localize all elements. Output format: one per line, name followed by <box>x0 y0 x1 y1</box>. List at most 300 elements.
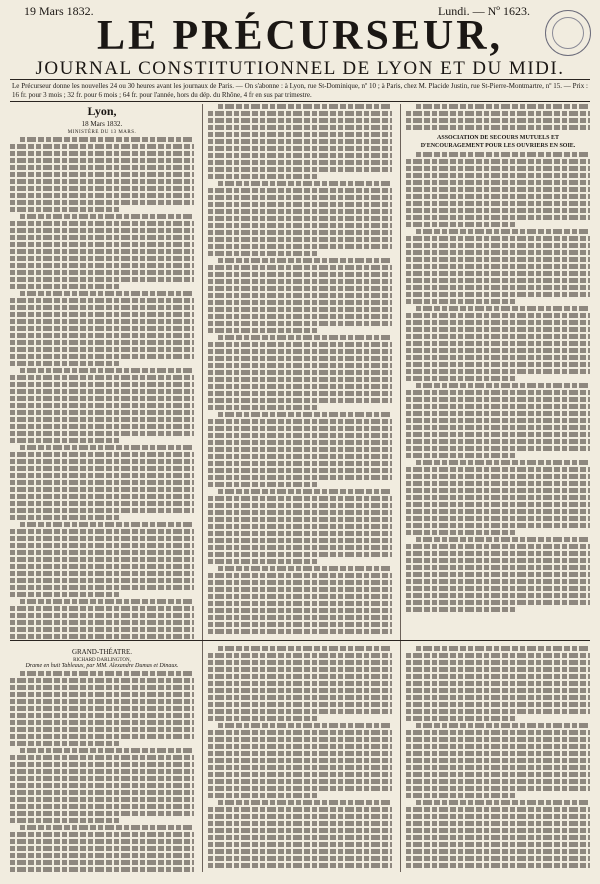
text-line <box>406 807 590 812</box>
text-line <box>406 730 590 735</box>
text-line <box>10 305 194 310</box>
top-rule <box>10 79 590 80</box>
text-line <box>10 515 120 520</box>
text-line <box>218 800 392 805</box>
text-line <box>10 487 194 492</box>
feuilleton-author: RICHARD DARLINGTON, <box>73 658 131 663</box>
text-line <box>10 375 194 380</box>
text-line <box>208 580 392 585</box>
text-line <box>208 552 392 557</box>
text-line <box>406 530 516 535</box>
text-line <box>10 529 194 534</box>
text-line <box>10 410 194 415</box>
text-line <box>20 368 194 373</box>
text-line <box>10 699 194 704</box>
text-line <box>10 403 194 408</box>
text-line <box>406 208 590 213</box>
text-line <box>208 482 318 487</box>
text-line <box>406 397 590 402</box>
text-line <box>406 327 590 332</box>
feuilleton-column-3 <box>406 646 590 870</box>
text-line <box>10 466 194 471</box>
text-line <box>10 627 194 632</box>
text-line <box>406 432 590 437</box>
text-line <box>10 811 194 816</box>
subscription-info: Le Précurseur donne les nouvelles 24 ou 30 heures avant les journaux de Paris. — On s'abonne : à Lyon, rue St-Dominique, nº 10 ; à Paris, chez M. Placide Justin, rue St-Pierre-Montmartre, nº 15. — Prix : 16 fr. pour 3 mois ; 32 fr. pour 6 mois ; 64 fr. pour l'année, hors du dép. du Rhône, 4 fr en sus par trimestre. <box>12 82 588 99</box>
text-line <box>406 856 590 861</box>
masthead-title: LE PRÉCURSEUR, <box>96 13 504 59</box>
text-line <box>406 828 590 833</box>
text-line <box>208 510 392 515</box>
text-line <box>10 172 194 177</box>
text-line <box>218 181 392 186</box>
text-line <box>406 607 516 612</box>
text-line <box>406 744 590 749</box>
text-line <box>406 341 590 346</box>
text-line <box>406 313 590 318</box>
text-line <box>10 452 194 457</box>
text-line <box>10 312 194 317</box>
text-line <box>208 765 392 770</box>
text-line <box>10 270 194 275</box>
text-line <box>208 244 392 249</box>
text-line <box>406 737 590 742</box>
text-line <box>208 709 392 714</box>
text-line <box>406 709 590 714</box>
text-line <box>10 620 194 625</box>
text-line <box>208 405 318 410</box>
text-line <box>406 348 590 353</box>
text-line <box>406 271 590 276</box>
text-line <box>406 765 590 770</box>
text-line <box>406 579 590 584</box>
text-line <box>406 509 590 514</box>
text-line <box>416 460 590 465</box>
text-line <box>208 674 392 679</box>
text-line <box>10 242 194 247</box>
text-line <box>10 501 194 506</box>
text-line <box>208 454 392 459</box>
text-line <box>406 835 590 840</box>
text-line <box>10 396 194 401</box>
text-line <box>406 674 590 679</box>
feuilleton-title: GRAND-THÉATRE. <box>71 648 133 656</box>
text-line <box>10 165 194 170</box>
text-line <box>208 286 392 291</box>
text-line <box>208 195 392 200</box>
text-line <box>208 702 392 707</box>
text-line <box>406 593 590 598</box>
text-line <box>208 279 392 284</box>
text-line <box>10 193 194 198</box>
text-line <box>208 737 392 742</box>
text-line <box>406 565 590 570</box>
text-line <box>10 804 194 809</box>
text-line <box>208 125 392 130</box>
text-line <box>20 671 194 676</box>
text-line <box>10 734 194 739</box>
text-line <box>208 524 392 529</box>
text-line <box>406 849 590 854</box>
text-line <box>208 216 392 221</box>
text-line <box>218 646 392 651</box>
text-line <box>406 355 590 360</box>
text-line <box>218 104 392 109</box>
text-line <box>416 646 590 651</box>
masthead-subtitle: JOURNAL CONSTITUTIONNEL DE LYON ET DU MIDI. <box>35 58 565 79</box>
text-line <box>208 377 392 382</box>
text-line <box>208 174 318 179</box>
text-line <box>10 144 194 149</box>
text-line <box>20 748 194 753</box>
text-line <box>208 758 392 763</box>
text-line <box>208 447 392 452</box>
text-line <box>10 186 194 191</box>
text-line <box>10 634 194 639</box>
text-line <box>208 328 318 333</box>
text-line <box>208 688 392 693</box>
text-line <box>208 545 392 550</box>
text-line <box>406 474 590 479</box>
text-line <box>406 159 590 164</box>
text-line <box>208 496 392 501</box>
text-line <box>406 653 590 658</box>
text-line <box>10 867 194 872</box>
text-line <box>208 695 392 700</box>
text-line <box>406 236 590 241</box>
text-line <box>208 146 392 151</box>
text-line <box>208 503 392 508</box>
text-line <box>208 356 392 361</box>
text-line <box>208 842 392 847</box>
text-line <box>10 818 120 823</box>
text-line <box>208 856 392 861</box>
feuilleton-body <box>406 646 590 868</box>
text-line <box>10 678 194 683</box>
text-line <box>406 404 590 409</box>
text-line <box>406 502 590 507</box>
text-line <box>416 723 590 728</box>
text-line <box>208 251 318 256</box>
text-line <box>406 278 590 283</box>
text-line <box>208 751 392 756</box>
feuilleton-column-1 <box>10 646 194 874</box>
text-line <box>406 285 590 290</box>
text-line <box>406 667 590 672</box>
text-line <box>20 522 194 527</box>
text-line <box>406 586 590 591</box>
text-line <box>208 660 392 665</box>
column-2 <box>208 104 392 636</box>
text-line <box>208 730 392 735</box>
text-line <box>10 564 194 569</box>
text-line <box>406 600 590 605</box>
feuilleton-column-2 <box>208 646 392 870</box>
text-line <box>208 202 392 207</box>
text-line <box>208 230 392 235</box>
text-line <box>208 786 392 791</box>
text-line <box>406 173 590 178</box>
text-line <box>208 716 318 721</box>
text-line <box>406 222 516 227</box>
feuilleton-body <box>208 646 392 868</box>
text-line <box>208 342 392 347</box>
text-line <box>10 727 194 732</box>
text-line <box>208 814 392 819</box>
text-line <box>10 839 194 844</box>
text-line <box>406 334 590 339</box>
text-line <box>10 592 120 597</box>
text-line <box>406 446 590 451</box>
text-line <box>10 151 194 156</box>
text-line <box>218 489 392 494</box>
column-3 <box>406 104 590 614</box>
text-line <box>208 461 392 466</box>
text-line <box>10 200 194 205</box>
text-line <box>10 713 194 718</box>
text-line <box>406 180 590 185</box>
text-line <box>406 194 590 199</box>
text-line <box>406 688 590 693</box>
text-line <box>406 495 590 500</box>
text-line <box>416 537 590 542</box>
info-rule <box>10 101 590 102</box>
text-line <box>416 104 590 109</box>
text-line <box>406 299 516 304</box>
text-line <box>208 363 392 368</box>
text-line <box>208 440 392 445</box>
text-line <box>20 445 194 450</box>
text-line <box>208 188 392 193</box>
text-line <box>10 536 194 541</box>
text-line <box>208 349 392 354</box>
text-line <box>10 550 194 555</box>
text-line <box>406 418 590 423</box>
text-line <box>10 797 194 802</box>
text-line <box>208 681 392 686</box>
section-title: MINISTÈRE DU 13 MARS. <box>67 130 137 135</box>
text-line <box>406 523 590 528</box>
text-line <box>10 361 120 366</box>
text-line <box>10 769 194 774</box>
text-line <box>10 424 194 429</box>
text-line <box>218 566 392 571</box>
text-line <box>416 152 590 157</box>
text-line <box>208 573 392 578</box>
text-line <box>218 412 392 417</box>
issue-number: Lundi. — Nº 1623. <box>437 4 530 18</box>
text-line <box>406 411 590 416</box>
text-line <box>10 508 194 513</box>
text-line <box>406 842 590 847</box>
text-line <box>208 132 392 137</box>
text-line <box>208 863 392 868</box>
text-line <box>406 425 590 430</box>
text-line <box>208 629 392 634</box>
text-line <box>10 846 194 851</box>
text-line <box>208 807 392 812</box>
text-line <box>10 438 120 443</box>
text-line <box>406 390 590 395</box>
text-line <box>10 459 194 464</box>
text-line <box>208 835 392 840</box>
text-line <box>208 300 392 305</box>
text-line <box>406 572 590 577</box>
text-line <box>208 153 392 158</box>
text-line <box>208 793 318 798</box>
text-line <box>10 706 194 711</box>
text-line <box>406 751 590 756</box>
text-line <box>406 362 590 367</box>
text-line <box>10 256 194 261</box>
feuilleton-body <box>10 671 194 872</box>
text-line <box>10 543 194 548</box>
text-line <box>406 702 590 707</box>
text-line <box>208 223 392 228</box>
text-line <box>406 118 590 123</box>
text-line <box>406 681 590 686</box>
city-heading: Lyon, <box>87 104 117 118</box>
text-line <box>406 758 590 763</box>
text-line <box>20 214 194 219</box>
text-line <box>406 264 590 269</box>
text-line <box>218 258 392 263</box>
text-line <box>10 319 194 324</box>
text-line <box>10 284 120 289</box>
text-line <box>10 720 194 725</box>
text-line <box>10 340 194 345</box>
text-line <box>208 419 392 424</box>
text-line <box>10 755 194 760</box>
text-line <box>406 821 590 826</box>
text-line <box>10 776 194 781</box>
text-line <box>20 599 194 604</box>
text-line <box>10 473 194 478</box>
column-divider-1 <box>202 104 203 872</box>
text-line <box>208 272 392 277</box>
text-line <box>406 166 590 171</box>
text-line <box>10 783 194 788</box>
text-line <box>406 481 590 486</box>
association-heading: ASSOCIATION DE SECOURS MUTUELS ET D'ENCOURAGEMENT POUR LES OUVRIERS EN SOIE. <box>420 135 576 149</box>
text-line <box>416 383 590 388</box>
text-line <box>10 179 194 184</box>
text-line <box>416 229 590 234</box>
text-line <box>406 793 516 798</box>
text-line <box>208 608 392 613</box>
text-line <box>406 544 590 549</box>
feuilleton-description: Drame en huit Tableaux, par MM. Alexandre Dumas et Dinaux. <box>25 663 179 669</box>
text-line <box>416 800 590 805</box>
text-line <box>208 111 392 116</box>
text-line <box>10 853 194 858</box>
text-line <box>10 354 194 359</box>
text-line <box>208 772 392 777</box>
text-line <box>406 215 590 220</box>
text-line <box>406 292 590 297</box>
text-line <box>10 347 194 352</box>
text-line <box>218 335 392 340</box>
text-line <box>208 744 392 749</box>
text-line <box>208 475 392 480</box>
text-line <box>406 376 516 381</box>
article-body <box>10 137 194 639</box>
text-line <box>10 606 194 611</box>
text-line <box>406 369 590 374</box>
text-line <box>10 860 194 865</box>
column-1 <box>10 104 194 641</box>
text-line <box>10 326 194 331</box>
text-line <box>208 321 392 326</box>
text-line <box>208 653 392 658</box>
text-line <box>208 601 392 606</box>
text-line <box>208 821 392 826</box>
text-line <box>406 695 590 700</box>
text-line <box>208 426 392 431</box>
text-line <box>406 257 590 262</box>
city-date: 18 Mars 1832. <box>81 120 123 128</box>
text-line <box>10 235 194 240</box>
column-divider-2 <box>400 104 401 872</box>
text-line <box>10 389 194 394</box>
text-line <box>10 762 194 767</box>
text-line <box>208 468 392 473</box>
text-line <box>10 158 194 163</box>
text-line <box>208 293 392 298</box>
text-line <box>406 660 590 665</box>
text-line <box>10 480 194 485</box>
text-line <box>10 263 194 268</box>
text-line <box>406 453 516 458</box>
text-line <box>10 790 194 795</box>
text-line <box>10 692 194 697</box>
text-line <box>208 209 392 214</box>
text-line <box>406 187 590 192</box>
article-body <box>208 104 392 634</box>
text-line <box>416 306 590 311</box>
text-line <box>10 613 194 618</box>
text-line <box>208 398 392 403</box>
issue-date: 19 Mars 1832. <box>24 4 94 18</box>
text-line <box>406 439 590 444</box>
text-line <box>10 685 194 690</box>
text-line <box>406 488 590 493</box>
text-line <box>406 250 590 255</box>
text-line <box>10 571 194 576</box>
text-line <box>406 779 590 784</box>
text-line <box>10 382 194 387</box>
text-line <box>406 551 590 556</box>
text-line <box>208 849 392 854</box>
text-line <box>10 228 194 233</box>
text-line <box>406 111 590 116</box>
text-line <box>10 333 194 338</box>
text-line <box>406 772 590 777</box>
text-line <box>10 832 194 837</box>
text-line <box>208 538 392 543</box>
text-line <box>208 384 392 389</box>
text-line <box>20 291 194 296</box>
text-line <box>208 433 392 438</box>
text-line <box>406 716 516 721</box>
text-line <box>406 467 590 472</box>
text-line <box>406 786 590 791</box>
article-body <box>406 104 590 130</box>
text-line <box>10 298 194 303</box>
text-line <box>208 118 392 123</box>
text-line <box>208 265 392 270</box>
text-line <box>208 622 392 627</box>
